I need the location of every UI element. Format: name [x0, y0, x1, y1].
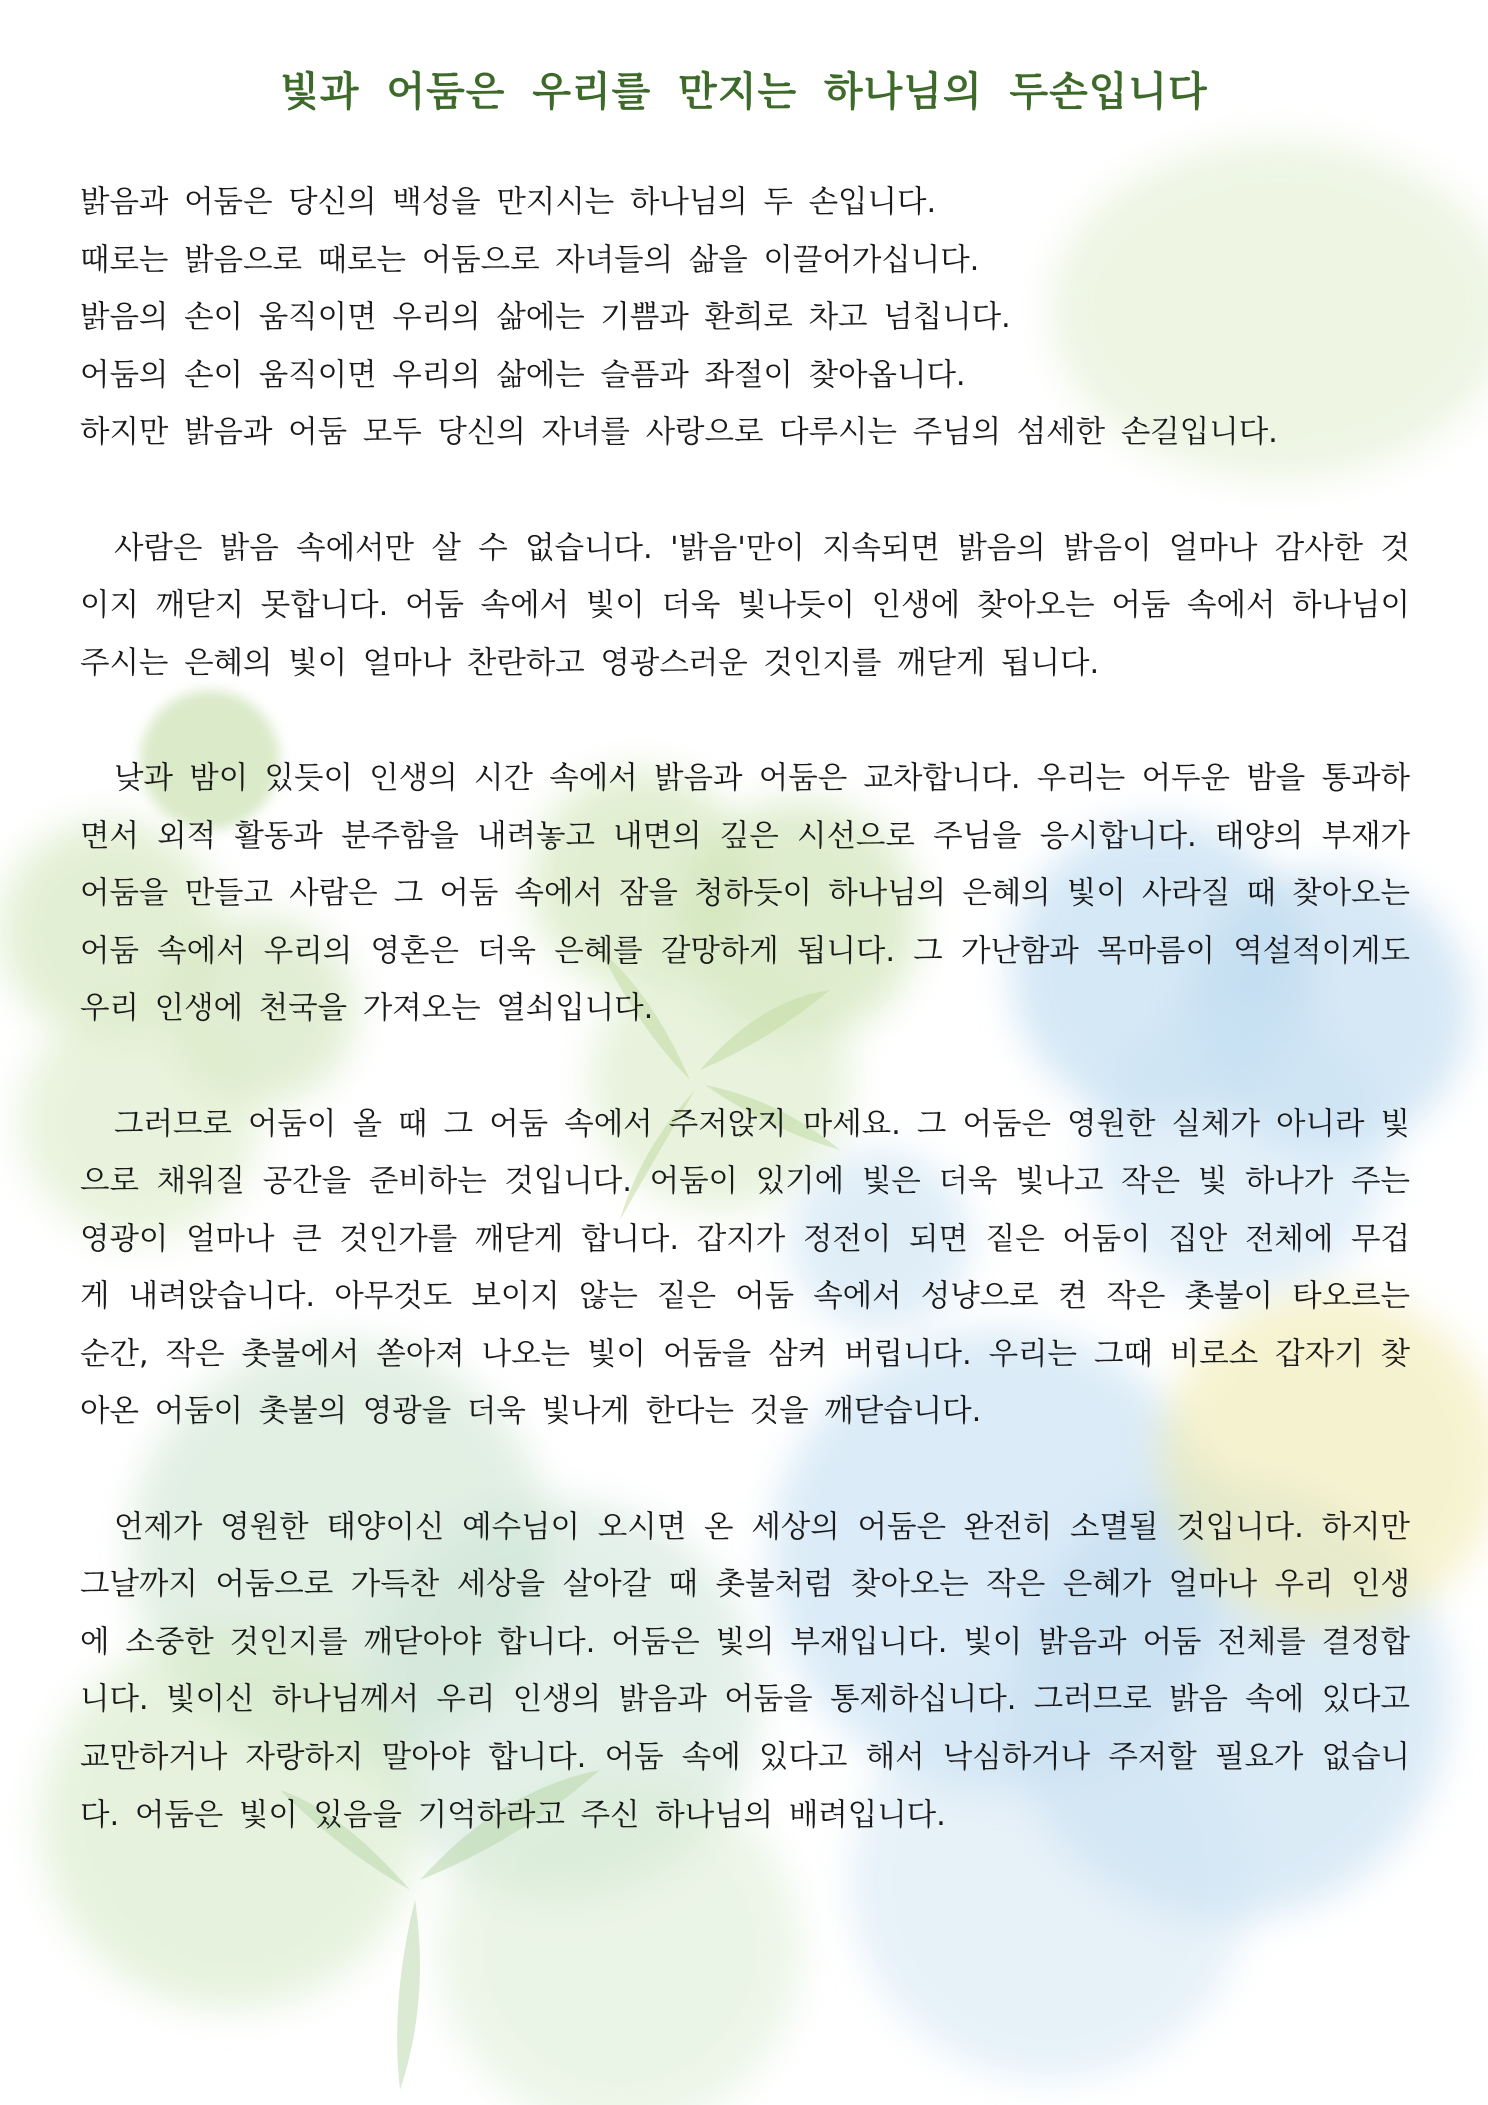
intro-block — [80, 174, 1410, 462]
document-title: 빛과 어둠은 우리를 만지는 하나님의 두손입니다 — [280, 69, 1208, 115]
document-body — [80, 174, 1410, 1844]
intro-line: 밝음의 손이 움직이면 우리의 삶에는 기쁨과 환희로 차고 넘칩니다. — [80, 300, 1011, 336]
intro-line: 때로는 밝음으로 때로는 어둠으로 자녀들의 삶을 이끌어가십니다. — [80, 242, 980, 278]
intro-line: 어둠의 손이 움직이면 우리의 삶에는 슬픔과 좌절이 찾아옵니다. — [80, 357, 966, 393]
paragraph: 언제가 영원한 태양이신 예수님이 오시면 온 세상의 어둠은 완전히 소멸될 것입니다. 하지만 그날까지 어둠으로 가득찬 세상을 살아갈 때 촛불처럼 찾아오는 작은 은혜가 얼마나 우리 인생에 소중한 것인지를 깨닫아야 합니다. 어둠은 빛의 부재입니다. 빛이 밝음과 어둠 전체를 결정합니다. 빛이신 하나님께서 우리 인생의 밝음과 어둠을 통제하십니다. 그러므로 밝음 속에 있다고 교만하거나 자랑하지 말아야 합니다. 어둠 속에 있다고 해서 낙심하거나 주저할 필요가 없습니다. 어둠은 빛이 있음을 기억하라고 주신 하나님의 배려입니다. — [80, 1509, 1410, 1833]
intro-line: 하지만 밝음과 어둠 모두 당신의 자녀를 사랑으로 다루시는 주님의 섬세한 손길입니다. — [80, 415, 1278, 451]
paragraph: 낮과 밤이 있듯이 인생의 시간 속에서 밝음과 어둠은 교차합니다. 우리는 어두운 밤을 통과하면서 외적 활동과 분주함을 내려놓고 내면의 깊은 시선으로 주님을 응시합니다. 태양의 부재가 어둠을 만들고 사람은 그 어둠 속에서 잠을 청하듯이 하나님의 은혜의 빛이 사라질 때 찾아오는 어둠 속에서 우리의 영혼은 더욱 은혜를 갈망하게 됩니다. 그 가난함과 목마름이 역설적이게도 우리 인생에 천국을 가져오는 열쇠입니다. — [80, 760, 1410, 1027]
paragraph: 사람은 밝음 속에서만 살 수 없습니다. '밝음'만이 지속되면 밝음의 밝음이 얼마나 감사한 것이지 깨닫지 못합니다. 어둠 속에서 빛이 더욱 빛나듯이 인생에 찾아오는 어둠 속에서 하나님이 주시는 은혜의 빛이 얼마나 찬란하고 영광스러운 것인지를 깨닫게 됩니다. — [80, 530, 1410, 681]
paragraph: 그러므로 어둠이 올 때 그 어둠 속에서 주저앉지 마세요. 그 어둠은 영원한 실체가 아니라 빛으로 채워질 공간을 준비하는 것입니다. 어둠이 있기에 빛은 더욱 빛나고 작은 빛 하나가 주는 영광이 얼마나 큰 것인가를 깨닫게 합니다. 갑지가 정전이 되면 짙은 어둠이 집안 전체에 무겁게 내려앉습니다. 아무것도 보이지 않는 짙은 어둠 속에서 성냥으로 켠 작은 촛불이 타오르는 순간, 작은 촛불에서 쏟아져 나오는 빛이 어둠을 삼켜 버립니다. 우리는 그때 비로소 갑자기 찾아온 어둠이 촛불의 영광을 더욱 빛나게 한다는 것을 깨닫습니다. — [80, 1106, 1410, 1430]
intro-line: 밝음과 어둠은 당신의 백성을 만지시는 하나님의 두 손입니다. — [80, 185, 937, 220]
